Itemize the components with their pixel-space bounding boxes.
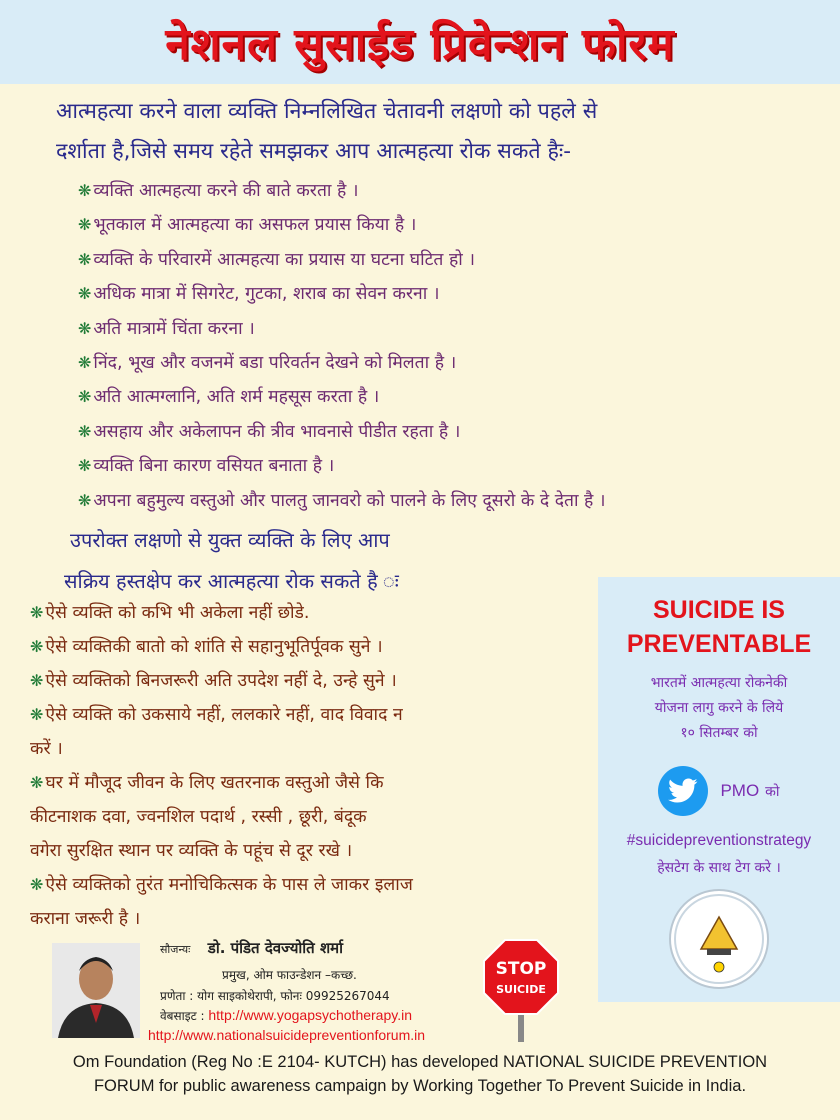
flower-bullet-icon: ❋ [30,637,44,656]
warning-sign-item: ❋ व्यक्ति के परिवारमें आत्महत्या का प्रयास या घटना घटित हो । [78,249,475,270]
flower-bullet-icon: ❋ [78,249,92,269]
subheading-line-1: उपरोक्त लक्षणो से युक्त व्यक्ति के लिए आप [70,528,390,552]
website-link-2[interactable]: http://www.nationalsuicidepreventionforum.in [148,1027,426,1043]
flower-bullet-icon: ❋ [30,773,44,792]
action-item: ❋ ऐसे व्यक्तिको तुरंत मनोचिकित्सक के पास ले जाकर इलाज कराना जरूरी है । [30,875,413,929]
flower-bullet-icon: ❋ [78,490,92,510]
panel-heading-line-2: PREVENTABLE [626,630,812,658]
hashtag-text[interactable]: #suicidepreventionstrategy [626,832,812,849]
flower-bullet-icon: ❋ [30,603,44,622]
warning-sign-item: ❋ अधिक मात्रा में सिगरेट, गुटका, शराब का सेवन करना । [78,284,440,305]
flower-bullet-icon: ❋ [30,671,44,690]
flower-bullet-icon: ❋ [78,421,92,441]
action-item: ❋ ऐसे व्यक्ति को कभि भी अकेला नहीं छोडे. [30,603,310,623]
footer-line-1: Om Foundation (Reg No :E 2104- KUTCH) has developed NATIONAL SUICIDE PREVENTION [72,1053,768,1071]
warning-sign-item: ❋ निंद, भूख और वजनमें बडा परिवर्तन देखने को मिलता है । [78,352,457,373]
warning-sign-item: ❋ व्यक्ति बिना कारण वसियत बनाता है । [78,456,335,477]
warning-signs-list [78,176,838,520]
tag-instruction: हेसटेग के साथ टेग करे । [657,860,781,876]
warning-sign-item: ❋ व्यक्ति आत्महत्या करने की बाते करता है । [78,181,359,201]
pmo-label: PMO [720,781,760,800]
suicide-preventable-panel [598,577,840,1002]
intro-line-1: आत्महत्या करने वाला व्यक्ति निम्नलिखित चेतावनी लक्षणो को पहले से [56,99,598,124]
website-line: वेबसाइट : http://www.yogapsychotherapy.in [160,1007,413,1023]
action-item: ❋ ऐसे व्यक्तिकी बातो को शांति से सहानुभूतिर्पूवक सुने । [30,637,383,657]
intro-line-2: दर्शाता है,जिसे समय रहेते समझकर आप आत्महत्या रोक सकते हैः- [56,139,571,164]
subheading-line-2: सक्रिय हस्तक्षेप कर आत्महत्या रोक सकते है ः [64,569,399,593]
action-item: ❋ घर में मौजूद जीवन के लिए खतरनाक वस्तुओ जैसे कि कीटनाशक दवा, ज्वनशिल पदार्थ , रस्सी , छूरी, बंदूक वगेरा सुरक्षित स्थान पर व्यक्ति के पहूंच से दूर रखे । [30,773,384,861]
footer-note [0,1050,840,1098]
twitter-bird-icon[interactable] [658,766,708,816]
warning-sign-item: ❋ अपना बहुमुल्य वस्तुओ और पालतु जानवरो को पालने के लिए दूसरो के दे देता है । [78,490,606,511]
twitter-row [598,766,840,816]
stop-suicide-sign [482,938,560,1042]
yoga-psychotherapy-logo [669,889,769,989]
flower-bullet-icon: ❋ [78,318,92,338]
intro-paragraph [56,92,816,172]
flower-bullet-icon: ❋ [78,387,92,407]
page-title: नेशनल सुसाईड प्रिवेन्शन फोरम [165,19,675,70]
warning-sign-item: ❋ अति आत्मग्लानि, अति शर्म महसूस करता है । [78,387,380,408]
flower-bullet-icon: ❋ [78,181,92,200]
flower-bullet-icon: ❋ [30,705,44,724]
panel-plan-text: भारतमें आत्महत्या रोकनेकी योजना लागु करने के लिये १० सितम्बर को [650,675,788,741]
pmo-suffix: को [765,783,780,800]
warning-sign-item: ❋ अति मात्रामें चिंता करना । [78,318,255,339]
doctor-role: प्रमुख, ओम फाउन्डेशन –कच्छ. [222,968,357,982]
flower-bullet-icon: ❋ [78,456,92,476]
footer-line-2: FORUM for public awareness campaign by Working Together To Prevent Suicide in India. [93,1077,747,1095]
founder-phone: प्रणेता : योग साइकोथेरापी, फोनः 09925267044 [160,989,390,1003]
website-link-1[interactable]: http://www.yogapsychotherapy.in [208,1007,413,1023]
flower-bullet-icon: ❋ [78,352,92,372]
panel-heading-line-1: SUICIDE IS [653,596,785,624]
flower-bullet-icon: ❋ [78,284,92,304]
flower-bullet-icon: ❋ [30,875,44,894]
action-item: ❋ ऐसे व्यक्तिको बिनजरूरी अति उपदेश नहीं दे, उन्हे सुने । [30,671,397,691]
page-header [0,0,840,84]
action-item: ❋ ऐसे व्यक्ति को उकसाये नहीं, ललकारे नहीं, वाद विवाद न करें । [30,705,403,759]
stop-sign-line-1: STOP [495,959,547,979]
courtesy-line: सौजन्यः डो. पंडित देवज्योति शर्मा [160,939,344,957]
stop-sign-line-2: SUICIDE [496,983,546,996]
warning-sign-item: ❋ असहाय और अकेलापन की त्रीव भावनासे पीडीत रहता है । [78,421,461,442]
doctor-photo [52,943,140,1038]
flower-bullet-icon: ❋ [78,215,92,235]
actions-list [30,596,570,936]
doctor-name: डो. पंडित देवज्योति शर्मा [207,939,344,957]
warning-sign-item: ❋ भूतकाल में आत्महत्या का असफल प्रयास किया है । [78,215,417,236]
